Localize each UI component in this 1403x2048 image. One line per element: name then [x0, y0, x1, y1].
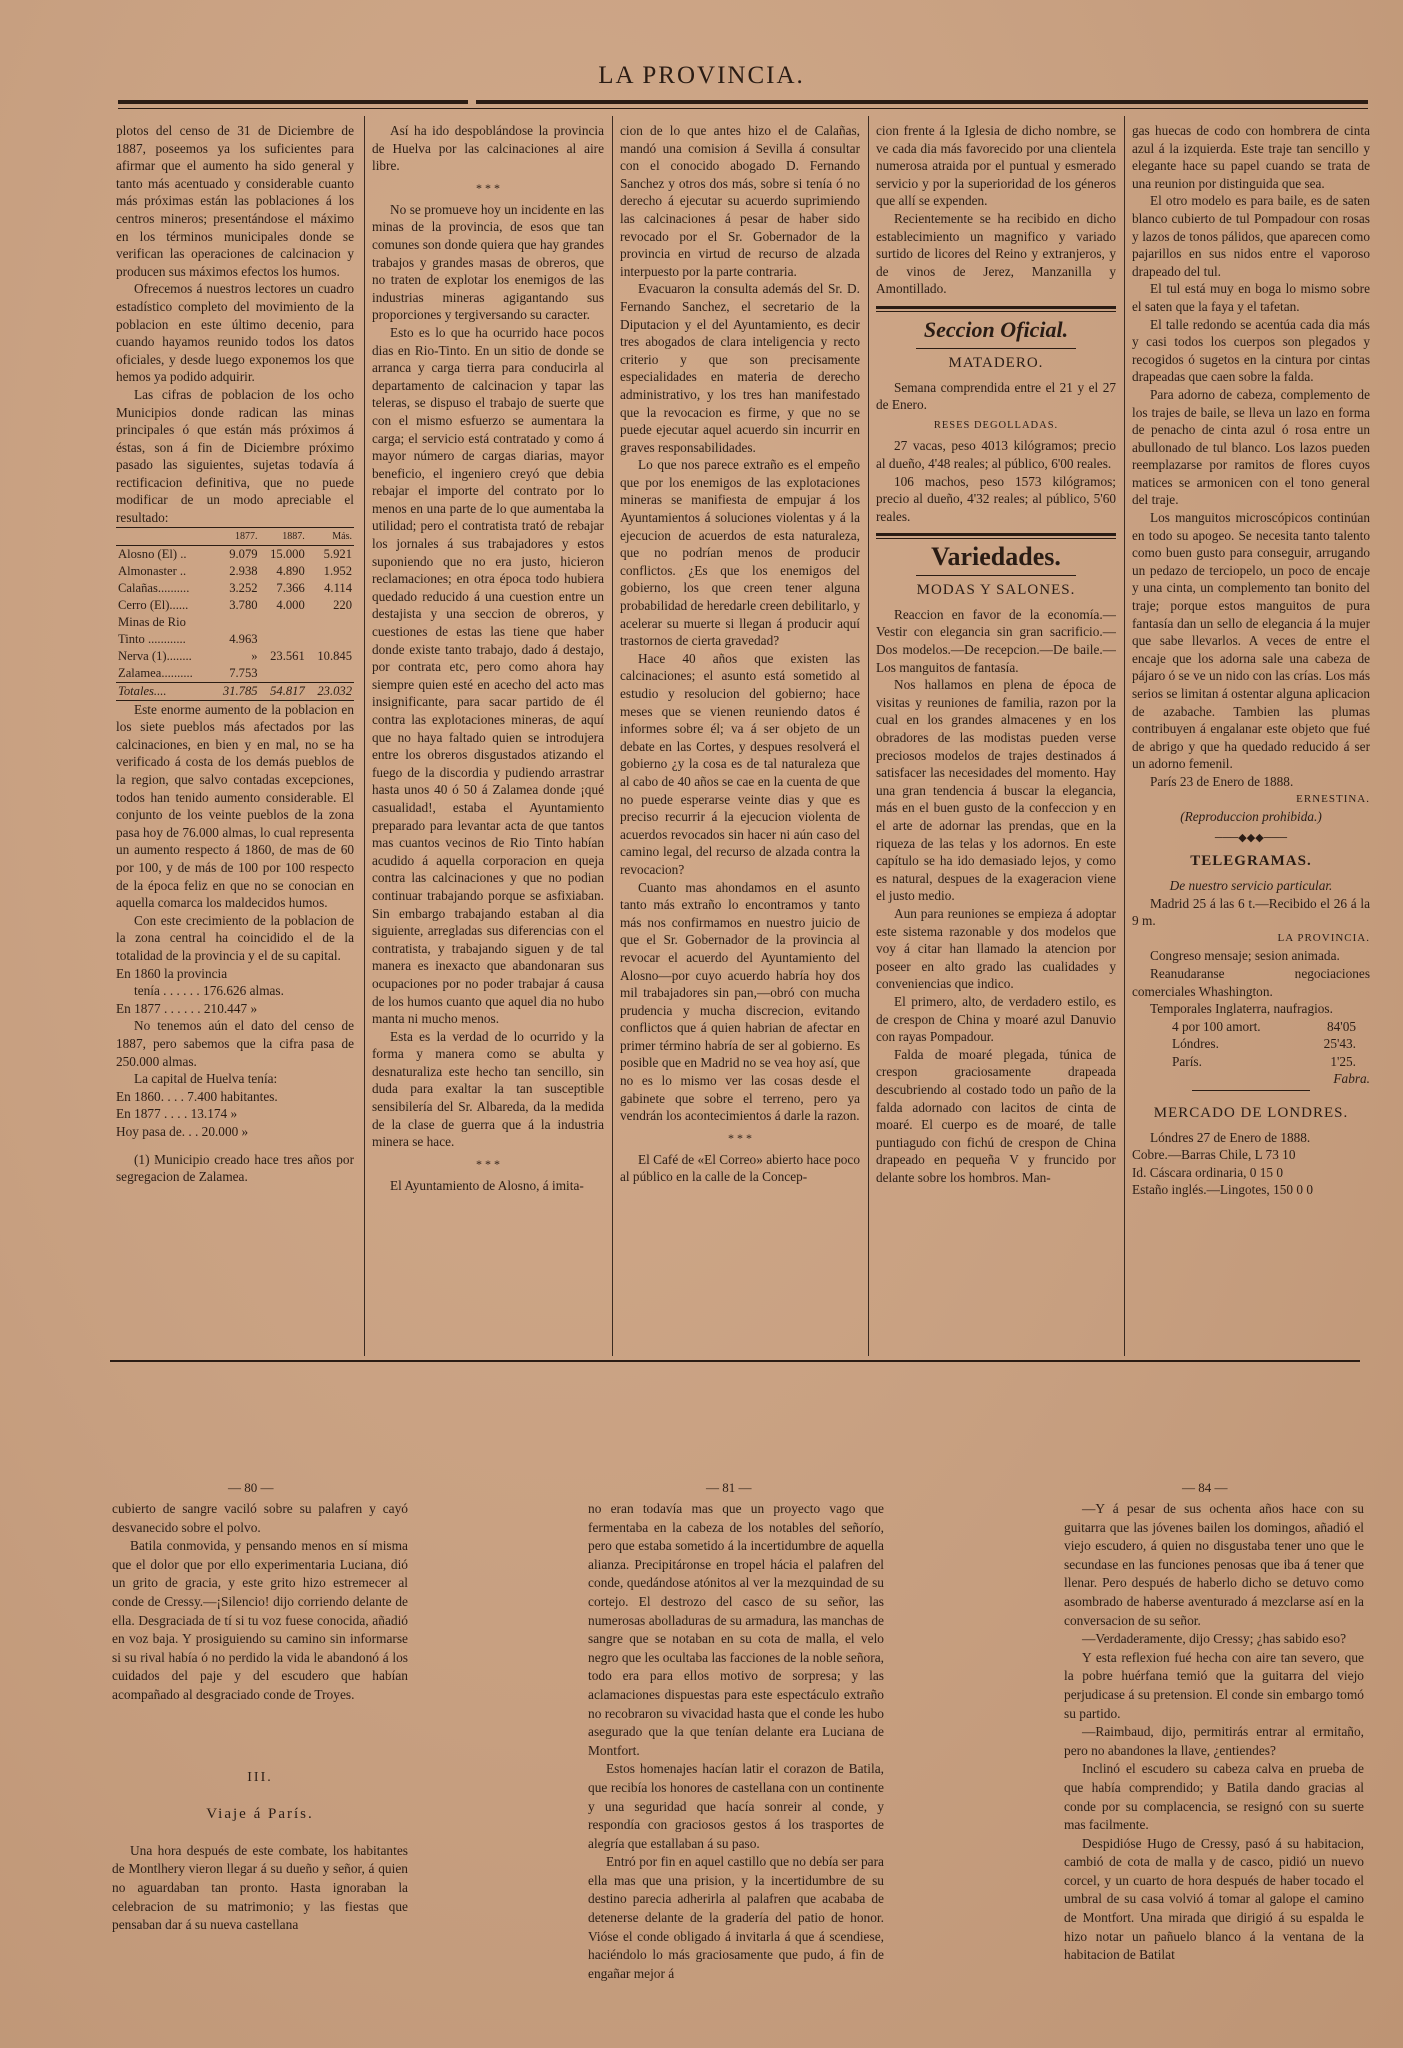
- column-divider: [868, 116, 869, 1356]
- table-header: 1887.: [260, 527, 307, 545]
- article-paragraph: No se promueve hoy un incidente en las minas de la provincia, de esos que tan comunes son donde quiera que hay grandes trabajos y grandes masas de obreros, que no traten de explotar los enemigos de las industrias mineras agigantando sus proporciones y tergiversando su caracter.: [372, 201, 604, 323]
- telegram-line: Reanudaranse negociaciones comerciales Whashington.: [1132, 965, 1370, 999]
- article-paragraph: cion de lo que antes hizo el de Calañas, mandó una comision á Sevilla á consultar con el conocido abogado D. Fernando Sanchez y otros dos más, sobre si tenía ó no derecho á ejecutar su acuerdo suprimiendo las calcinaciones á pesar de haber sido revocado por el Sr. Gobernador de la provincia en virtud de recurso de alzada interpuesto por la parte contraria.: [620, 123, 860, 279]
- masthead-rule-left: [118, 100, 468, 104]
- table-cell: Minas de Rio: [118, 614, 186, 629]
- table-row: [116, 545, 354, 563]
- story-paragraph: —Y á pesar de sus ochenta años hace con su guitarra que las jóvenes bailen los domingos, añadió el viejo escudero, á quien no disgustaba tener uno que le secundase en las funciones penosas que iba á tener que llenar. Pero después de haberlo dicho se detuvo como asombrado de haberse aventurado á mezclarse así en la conversacion de su señor.: [1064, 1501, 1364, 1628]
- table-header: Más.: [307, 527, 354, 545]
- chapter-number: III.: [247, 1769, 273, 1785]
- story-paragraph: no eran todavía mas que un proyecto vago que fermentaba en la cabeza de los notables del señorío, pero que estaba sometido á la incertidumbre de aquella alianza. Precipitáronse en tropel hácia el palafren del conde, quedándose atónitos al ver la mezquindad de su cortejo. El destrozo del casco de su señor, las numerosas abolladuras de su armadura, las manchas de sangre que se notaban en su cota de malla, el velo negro que les ocultaba las facciones de la noble señora, todo era para ellos motivo de sorpresa; y las aclamaciones dispuestas para este espectáculo extraño no recobraron su vivacidad hasta que el conde les hubo asegurado que la que tenían delante era Luciana de Montfort.: [588, 1501, 884, 1758]
- story-paragraph: cubierto de sangre vaciló sobre su palafren y cayó desvanecido sobre el polvo.: [112, 1501, 408, 1535]
- table-row: [116, 563, 354, 580]
- table-cell: Cerro (El)......: [118, 597, 189, 612]
- article-paragraph: gas huecas de codo con hombrera de cinta azul á la izquierda. Este traje tan sencillo y elegante hace su papel cuando se trata de una reunion por distinguida que sea.: [1132, 123, 1370, 191]
- folletin-page-number: — 81 —: [706, 1480, 752, 1495]
- section-heading-variedades: Variedades.: [931, 542, 1061, 572]
- matadero-heading: MATADERO.: [948, 354, 1044, 371]
- footnote: (1) Municipio creado hace tres años por segregacion de Zalamea.: [116, 1151, 354, 1185]
- table-header-row: [116, 527, 354, 545]
- table-cell: 23.561: [270, 648, 305, 663]
- census-line: En 1877 . . . . . . 210.447 »: [116, 1000, 258, 1016]
- table-cell: 9.079: [229, 546, 258, 561]
- article-paragraph: La capital de Huelva tenía:: [134, 1071, 278, 1087]
- article-paragraph: Esto es lo que ha ocurrido hace pocos dias en Rio-Tinto. En un sitio de donde se arranca y carga tierra para conducirla al departamento de calcinacion y tapar las teleras, se dispuso el trabajo de suerte que con el mismo esfuerzo se aumentara la carga; el servicio está contratado y como á mayor número de cargas diarias, mayor beneficio, el ingeniero creyó que debia rebajar el importe del contrato por lo menos en una parte de lo que aumentaba la utilidad; pero el contratista trató de rebajar los jornales á sus trabajadores y estos suponiendo que no era justo, hicieron reclamaciones; en otra época todo hubiera quedado reducido á una cuestion entre un destajista y una seccion de obreros, y cuestiones de estas las tiene que haber donde existe tanto trabajo, dado á destajo, por contrata etc, pero como ahora hay siempre quien esté en acecho del acto mas insignificante, para sacar partido de él contra las explotaciones mineras, de aquí que no haya faltado quien se introdujera entre los obreros disgustados atizando el fuego de la discordia y pudiendo arrastrar hasta unos 40 ó 50 á Zalamea donde ¡qué casualidad!, estaba el Ayuntamiento preparado para levantar acta de que tantos mas cuantos vecinos de Rio Tinto habían acudido á aquella corporacion en queja contra las calcinaciones y que no podian continuar trabajando porque se asfixiaban. Sin embargo trabajando estaban al dia siguiente, arregladas sus diferencias con el contratista, y trabajando siguen y de tal manera es inexacto que abandonaran sus ocupaciones por no poder trabajar á causa de los humos cuanto que aquel dia no hubo manta ni mucho menos.: [372, 324, 604, 1027]
- reses-heading: RESES DEGOLLADAS.: [933, 419, 1059, 431]
- table-cell: [307, 631, 354, 648]
- column-divider: [612, 116, 613, 1356]
- exchange-label: Lóndres.: [1172, 1036, 1219, 1052]
- article-paragraph: Este enorme aumento de la poblacion en los siete pueblos más afectados por las calcinaciones, en bien y en mal, no se ha verificado á costa de los demás pueblos de la region, que salvo contadas excepciones, todos han tenido aumento considerable. El conjunto de los veinte pueblos de la zona pasa hoy de 76.000 almas, lo cual representa un aumento respecto á 1860, de mas de 60 por 100, y de más de 100 por 100 respecto de la época feliz en que no se conocian en aquella comarca los maldecidos humos.: [116, 701, 354, 911]
- article-paragraph: 27 vacas, peso 4013 kilógramos; precio al dueño, 4'48 reales; al público, 6'00 reales.: [876, 438, 1116, 471]
- table-cell: Nerva (1)........: [118, 648, 192, 663]
- table-cell: 10.845: [317, 648, 352, 663]
- folletin-page-number: — 84 —: [1182, 1480, 1228, 1495]
- folletin-column-3: [1064, 1500, 1364, 2040]
- telegram-line: Temporales Inglaterra, naufragios.: [1150, 1001, 1333, 1017]
- article-paragraph: Así ha ido despoblándose la provincia de Huelva por las calcinaciones al aire libre.: [372, 123, 604, 174]
- article-paragraph: Semana comprendida entre el 21 y el 27 de Enero.: [876, 379, 1116, 413]
- modas-heading: MODAS Y SALONES.: [916, 582, 1076, 599]
- section-rule: [1192, 1090, 1310, 1091]
- section-separator: * * *: [476, 180, 500, 195]
- article-paragraph: Lo que nos parece extraño es el empeño que por los enemigos de las explotaciones mineras se manifiesta de empujar á los Ayuntamientos á soluciones violentas y á la ejecucion de acuerdos de esta naturaleza, que no podrían menos de producir conflictos. ¿Es que los enemigos del gobierno, los que creen tener alguna probabilidad de heredarle creen debilitarlo, y acelerar su muerte si llegan á producir aquí trastornos de cierta gravedad?: [620, 457, 860, 649]
- table-cell: 220: [333, 597, 352, 612]
- exchange-row: [1132, 1018, 1370, 1036]
- table-cell: 4.890: [276, 563, 305, 578]
- table-cell: Tinto ............: [118, 631, 186, 646]
- census-line: Hoy pasa de. . . 20.000 »: [116, 1123, 249, 1139]
- mercado-heading: MERCADO DE LONDRES.: [1153, 1105, 1349, 1122]
- exchange-value: 84'05: [1327, 1018, 1356, 1034]
- article-paragraph: Nos hallamos en plena de época de visitas y reuniones de familia, razon por la cual en los grandes almacenes y en los obradores de las modistas pueden verse preciosos modelos de trajes destinados á satisfacer las necesidades del momento. Hay una gran tendencia á buscar la elegancia, más en el buen gusto de la confeccion y en el arte de adornar las prendas, que en la riqueza de las telas y los adornos. En este capítulo se ha ido demasiado lejos, y como es natural, despues de la exageracion viene el justo medio.: [876, 677, 1116, 904]
- table-row: [116, 614, 354, 631]
- table-cell: Totales....: [116, 682, 212, 700]
- reproduction-note: (Reproduccion prohibida.): [1180, 809, 1322, 825]
- dateline: París 23 de Enero de 1888.: [1150, 773, 1294, 789]
- article-paragraph: El Café de «El Correo» abierto hace poco al público en la calle de la Concep-: [620, 1151, 860, 1185]
- table-cell: [307, 614, 354, 631]
- article-paragraph: No tenemos aún el dato del censo de 1887, pero sabemos que la cifra pasa de 250.000 almas.: [116, 1018, 354, 1069]
- table-cell: 2.938: [229, 563, 258, 578]
- section-rule: [876, 533, 1116, 539]
- story-paragraph: Inclinó el escudero su cabeza calva en prueba de que había comprendido; y Batila dando gracias al conde por su complacencia, se resignó con su suerte mas facilmente.: [1064, 1761, 1364, 1833]
- table-cell: Almonaster ..: [118, 563, 187, 578]
- section-separator: * * *: [476, 1156, 500, 1171]
- article-paragraph: Recientemente se ha recibido en dicho establecimiento un magnifico y variado surtido de licores del Reino y extranjeros, y de vinos de Jerez, Manzanilla y Amontillado.: [876, 210, 1116, 297]
- table-row: [116, 580, 354, 597]
- article-paragraph: 106 machos, peso 1573 kilógramos; precio al dueño, 4'32 reales; al público, 5'60 reales.: [876, 473, 1116, 524]
- section-rule: [916, 348, 1076, 349]
- story-paragraph: Una hora después de este combate, los habitantes de Montlhery vieron llegar á su dueño y señor, á quien no aguardaban tan pronto. Hasta ignoraban la celebracion de su matrimonio; y las fiestas que pensaban dar á su nueva castellana: [112, 1842, 408, 1933]
- table-cell: 31.785: [212, 682, 259, 700]
- chapter-title: Viaje á París.: [206, 1806, 314, 1823]
- census-line: En 1860 la provincia: [116, 965, 228, 981]
- exchange-row: [1132, 1053, 1370, 1071]
- article-paragraph: Esta es la verdad de lo ocurrido y la forma y manera como se abulta y desnaturaliza este hecho tan sencillo, sin duda para exaltar la tan susceptible sensibilería del Sr. Albareda, da la medida de la clase de guerra que á la industria minera se hace.: [372, 1028, 604, 1150]
- census-line: En 1860. . . . 7.400 habitantes.: [116, 1088, 278, 1104]
- ornament-divider-icon: ───◆◆◆───: [1214, 831, 1288, 844]
- article-paragraph: Cuanto mas ahondamos en el asunto tanto más extraño lo encontramos y tanto más nos confirmamos en nuestro juicio de que el Sr. Gobernador de la provincia al revocar el acuerdo del Ayuntamiento del Alosno—por cuyo acuerdo habría hoy dos mil trabajadores sin pan,—obró con mucha prudencia y mucha discrecion, evitando conflictos que á quien habrian de afectar en primer término habría de ser al gobierno. Es posible que en Madrid no se vea hoy así, que no es lo mismo ver las cosas desde el gabinete que sobre el terreno, pero ya vendrán los acontecimientos á darle la razon.: [620, 879, 860, 1124]
- table-cell: 3.780: [229, 597, 258, 612]
- story-paragraph: —Verdaderamente, dijo Cressy; ¿has sabido eso?: [1082, 1631, 1347, 1647]
- table-cell: »: [251, 648, 258, 663]
- table-cell: [260, 631, 307, 648]
- table-row: [116, 665, 354, 683]
- signature: Fabra.: [1333, 1071, 1370, 1087]
- article-paragraph: Madrid 25 á las 6 t.—Recibido el 26 á la 9 m.: [1132, 895, 1370, 929]
- exchange-row: [1132, 1035, 1370, 1053]
- exchange-label: París.: [1172, 1053, 1202, 1069]
- exchange-value: 1'25.: [1330, 1053, 1356, 1069]
- table-header: [116, 527, 212, 545]
- article-paragraph: Hace 40 años que existen las calcinaciones; el asunto está sometido al estudio y resolucion del gobierno; hace meses que se vienen reuniendo datos é informes sobre él; va á ser objeto de un debate en las Cortes, y despues resolverá el gobierno ¿y la cosa es de tal naturaleza que al cabo de 40 años se cae en la cuenta de que no puede esperarse veinte dias y que es preciso recurrir á la ejecucion violenta de acuerdos revocados sin hacer ni aún caso del camino legal, del recurso de alzada contra la revocacion?: [620, 650, 860, 877]
- table-cell: [212, 614, 259, 631]
- article-paragraph: El tul está muy en boga lo mismo sobre el saten que la faya y el tafetan.: [1132, 281, 1370, 314]
- market-line: Lóndres 27 de Enero de 1888.: [1150, 1129, 1311, 1145]
- telegram-line: Congreso mensaje; sesion animada.: [1150, 948, 1340, 964]
- exchange-value: 25'43.: [1323, 1036, 1356, 1052]
- column-divider: [1124, 116, 1125, 1356]
- signature: ERNESTINA.: [1296, 792, 1370, 805]
- table-row: [116, 648, 354, 665]
- column-1: [116, 122, 354, 1352]
- column-2: [372, 122, 604, 1352]
- folletin-column-2: [588, 1500, 884, 2040]
- table-cell: 1.952: [323, 563, 352, 578]
- article-paragraph: El Ayuntamiento de Alosno, á imita-: [390, 1177, 584, 1193]
- article-paragraph: Para adorno de cabeza, complemento de los trajes de baile, se lleva un lazo en forma de penacho de cinta azul ó rosa entre un abullonado de tul blanco. Los lazos pueden reemplazarse por ramitos de flores cuyos matices se armonicen con el tono general del traje.: [1132, 386, 1370, 508]
- section-rule: [916, 575, 1076, 576]
- table-cell: Zalamea..........: [118, 665, 193, 680]
- table-row: [116, 631, 354, 648]
- article-paragraph: Los manguitos microscópicos continúan en todo su apogeo. Se necesita tanto talento como buen gusto para conseguir, arrugando un pedazo de terciopelo, un poco de encaje y una cinta, un complemento tan bonito del traje; porque estos manguitos de pura fantasía dan un sello de elegancia á la mujer que sabe llevarlos. A veces de entre el encaje que los adorna sale una cabeza de pájaro ó se ve un nido con las crías. Los más serios se limitan á ostentar alguna aplicacion de azabache. Tambien las plumas contribuyen á engalanar este objeto que fué de abrigo y que ha quedado reducido á ser un adorno femenil.: [1132, 510, 1370, 772]
- census-line: tenía . . . . . . 176.626 almas.: [134, 983, 284, 999]
- table-cell: 23.032: [307, 682, 354, 700]
- population-table: [116, 527, 354, 701]
- section-separator: * * *: [728, 1130, 752, 1145]
- column-3: [620, 122, 860, 1352]
- story-paragraph: Despidióse Hugo de Cressy, pasó á su habitacion, cambió de cota de malla y de casco, pidió un nuevo corcel, y un cuarto de hora después de haber tocado el umbral de su casa volvió á tomar al galope el camino de Montfort. Una mirada que dirigió á su espalda le hizo notar un pañuelo blanco á la ventana de la habitacion de Batilat: [1064, 1835, 1364, 1963]
- article-paragraph: El otro modelo es para baile, es de saten blanco cubierto de tul Pompadour con rosas y lazos de tonos pálidos, que aparecen como pajarillos en sus nidos entre el vaporoso drapeado del tul.: [1132, 193, 1370, 279]
- masthead-rule-thin: [118, 108, 1368, 109]
- census-line: En 1877 . . . . 13.174 »: [116, 1106, 238, 1122]
- table-cell: [260, 665, 307, 683]
- table-cell: [260, 614, 307, 631]
- article-paragraph: Evacuaron la consulta además del Sr. D. Fernando Sanchez, el secretario de la Diputacion y el del Ayuntamiento, es decir tres abogados de clara inteligencia y recto criterio y que son precisamente especialidades en materia de derecho administrativo, y los tres han manifestado que la revocacion es firme, y que no se puede ejecutar aquel acuerdo sin incurrir en graves responsabilidades.: [620, 281, 860, 455]
- table-cell: 3.252: [229, 580, 258, 595]
- article-paragraph: Falda de moaré plegada, túnica de crespon graciosamente drapeada descubriendo al costado todo un paño de la falda adornado con lacitos de cinta de moaré. El cuerpo es de moaré, de talle puntiagudo con fichú de crespon de China drapeado en pequeña V y fruncido por delante sobre los hombros. Man-: [876, 1046, 1116, 1185]
- table-cell: 7.366: [276, 580, 305, 595]
- table-cell: 5.921: [323, 546, 352, 561]
- article-paragraph: Aun para reuniones se empieza á adoptar este sistema razonable y dos modelos que voy á citar han llamado la atencion por poseer en alto grado las cualidades y conveniencias que indico.: [876, 905, 1116, 992]
- story-paragraph: —Raimbaud, dijo, permitirás entrar al ermitaño, pero no abandones la llave, ¿entiendes?: [1064, 1724, 1364, 1758]
- table-cell: 15.000: [270, 546, 305, 561]
- table-cell: 54.817: [260, 682, 307, 700]
- folletin-column-1: [112, 1500, 408, 2040]
- masthead-rule-right: [476, 100, 1368, 104]
- telegramas-heading: TELEGRAMAS.: [1190, 853, 1312, 870]
- story-paragraph: Entró por fin en aquel castillo que no debía ser para ella mas que una prision, y la incertidumbre de su destino parecia adherirla al palafren que acababa de detenerse delante de la gradería del patio de honor. Vióse el conde obligado á invitarla á que á scendiese, haciéndolo lo más graciosamente que pudo, á fin de engañar mejor á: [588, 1854, 884, 1981]
- table-cell: Alosno (El) ..: [118, 546, 187, 561]
- market-line: Id. Cáscara ordinaria, 0 15 0: [1132, 1164, 1284, 1180]
- table-total-row: [116, 682, 354, 700]
- market-line: Cobre.—Barras Chile, L 73 10: [1132, 1147, 1296, 1163]
- article-paragraph: cion frente á la Iglesia de dicho nombre, se ve cada dia más favorecido por una clientela numerosa atraida por el puntual y esmerado servicio y por la superioridad de los géneros que allí se expenden.: [876, 123, 1116, 209]
- masthead-title: LA PROVINCIA.: [598, 62, 805, 89]
- table-header: 1877.: [212, 527, 259, 545]
- exchange-label: 4 por 100 amort.: [1172, 1018, 1261, 1034]
- article-paragraph: El talle redondo se acentúa cada dia más y casi todos los cuerpos son plegados y recogidos ó sugetos en la cintura por cintas drapeadas que caen sobre la falda.: [1132, 316, 1370, 385]
- section-rule: [876, 306, 1116, 312]
- table-row: [116, 597, 354, 614]
- telegramas-subheading: De nuestro servicio particular.: [1169, 877, 1333, 893]
- article-paragraph: Ofrecemos á nuestros lectores un cuadro estadístico completo del movimiento de la poblacion en este último decenio, para cuando hayamos reunido todos los datos oficiales, y desde luego exponemos los que hemos ya podido adquirir.: [116, 281, 354, 385]
- story-paragraph: Y esta reflexion fué hecha con aire tan severo, que la pobre huérfana temió que la guitarra del viejo perjudicase á su pretension. El conde sin embargo tomó su partido.: [1064, 1649, 1364, 1721]
- table-cell: 7.753: [229, 665, 258, 680]
- folletin-page-number: — 80 —: [228, 1480, 274, 1495]
- article-paragraph: El primero, alto, de verdadero estilo, es de crespon de China y moaré azul Danuvio con rayas Pompadour.: [876, 993, 1116, 1045]
- story-paragraph: Estos homenajes hacían latir el corazon de Batila, que recibía los honores de castellana con un continente y una seguridad que hacía sonreir al conde, y respondía con graciosos gestos á los trasportes de alegría que estallaban á su paso.: [588, 1761, 884, 1851]
- table-cell: 4.963: [229, 631, 258, 646]
- column-4: [876, 122, 1116, 1352]
- article-paragraph: plotos del censo de 31 de Diciembre de 1887, poseemos ya los suficientes para afirmar que el aumento ha sido general y tanto más acentuado y considerable cuanto más próximas están las poblaciones á los centros mineros; presentándose el máximo en los términos municipales donde se verifican las operaciones de calcinacion y producen sus máximos efectos los humos.: [116, 123, 354, 279]
- section-heading-oficial: Seccion Oficial.: [923, 316, 1069, 342]
- signature: LA PROVINCIA.: [1277, 931, 1370, 944]
- column-5: [1132, 122, 1370, 1352]
- story-paragraph: Batila conmovida, y pensando menos en sí misma que el dolor que por ello experimentaria Luciana, dió un grito de gracia, y este grito hizo estremecer al conde de Cressy.—¡Silencio! dijo corriendo delante de ella. Desgraciada de tí si tu voz fuese conocida, añadió en voz baja. Y prosiguiendo su camino sin informarse si su rival había ó no perdido la vida le abandonó á los cuidados del paje y del escudero que habían acompañado al desgraciado conde de Troyes.: [112, 1538, 408, 1702]
- table-cell: Calañas..........: [118, 580, 190, 595]
- table-cell: [307, 665, 354, 683]
- table-cell: 4.000: [276, 597, 305, 612]
- market-line: Estaño inglés.—Lingotes, 150 0 0: [1132, 1182, 1313, 1198]
- table-cell: 4.114: [324, 580, 352, 595]
- article-paragraph: Con este crecimiento de la poblacion de la zona central ha coincidido el de la totalidad de la provincia y el de su capital.: [116, 912, 354, 963]
- article-paragraph: Las cifras de poblacion de los ocho Municipios donde radican las minas principales ó que están más próximos á éstas, son á fin de Diciembre próximo pasado las siguientes, sujetas todavía á rectificacion definitiva, que no puede modificar de un modo apreciable el resultado:: [116, 386, 354, 526]
- column-divider: [364, 116, 365, 1356]
- folletin-divider: [110, 1360, 1360, 1362]
- article-paragraph: Reaccion en favor de la economía.—Vestir con elegancia sin gran sacrificio.—Dos modelos.—De recepcion.—De baile.—Los manguitos de fantasía.: [876, 606, 1116, 675]
